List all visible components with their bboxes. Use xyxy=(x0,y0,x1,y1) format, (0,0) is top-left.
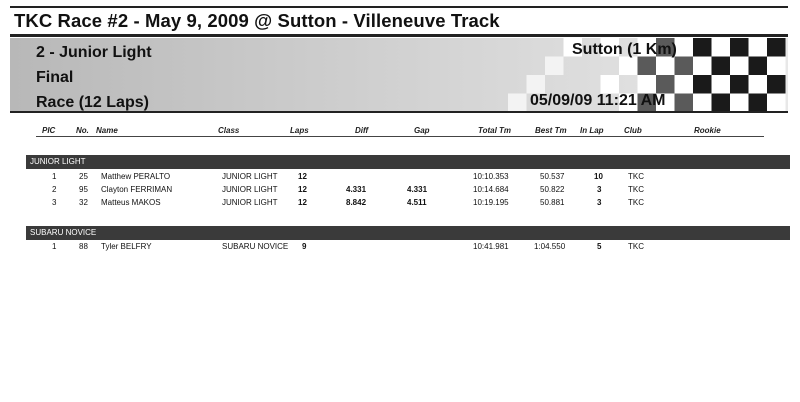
cell-no: 32 xyxy=(79,198,88,207)
header-datetime: 05/09/09 11:21 AM xyxy=(530,92,666,109)
cell-name: Clayton FERRIMAN xyxy=(101,185,173,194)
category-bar xyxy=(26,155,790,169)
checker-square xyxy=(675,75,694,94)
cell-pic: 3 xyxy=(52,198,57,207)
cell-class: JUNIOR LIGHT xyxy=(222,185,278,194)
cell-class: JUNIOR LIGHT xyxy=(222,198,278,207)
col-total-tm: Total Tm xyxy=(478,126,512,135)
checker-square xyxy=(730,38,749,57)
col-rookie: Rookie xyxy=(694,126,721,135)
header-class-line: 2 - Junior Light xyxy=(36,44,152,61)
checker-square xyxy=(749,75,768,94)
cell-in-lap: 3 xyxy=(597,185,602,194)
cell-laps: 12 xyxy=(298,185,307,194)
cell-total-tm: 10:10.353 xyxy=(473,172,509,181)
checker-square xyxy=(656,57,675,76)
checker-square xyxy=(712,75,731,94)
cell-pic: 2 xyxy=(52,185,57,194)
table-row xyxy=(0,197,800,210)
cell-best-tm: 1:04.550 xyxy=(534,242,566,251)
cell-total-tm: 10:14.684 xyxy=(473,185,509,194)
checker-square xyxy=(749,94,768,113)
cell-best-tm: 50.881 xyxy=(540,198,565,207)
checker-square xyxy=(527,75,546,94)
checker-square xyxy=(730,57,749,76)
col-name: Name xyxy=(96,126,118,135)
cell-name: Matteus MAKOS xyxy=(101,198,161,207)
cell-name: Tyler BELFRY xyxy=(101,242,152,251)
cell-best-tm: 50.822 xyxy=(540,185,565,194)
checker-square xyxy=(693,38,712,57)
cell-pic: 1 xyxy=(52,242,57,251)
checker-square xyxy=(601,75,620,94)
header-session: Final xyxy=(36,69,74,86)
category-label: JUNIOR LIGHT xyxy=(30,157,86,166)
col-no: No. xyxy=(76,126,89,135)
checker-square xyxy=(638,75,657,94)
header-track: Sutton (1 Km) xyxy=(572,41,677,58)
cell-pic: 1 xyxy=(52,172,57,181)
cell-laps: 12 xyxy=(298,172,307,181)
col-in-lap: In Lap xyxy=(580,126,604,135)
top-rule xyxy=(10,6,788,8)
cell-club: TKC xyxy=(628,198,644,207)
cell-diff: 4.331 xyxy=(346,185,367,194)
checker-square xyxy=(675,38,694,57)
category-bar xyxy=(26,226,790,240)
cell-club: TKC xyxy=(628,242,644,251)
cell-in-lap: 5 xyxy=(597,242,602,251)
col-pic: PIC xyxy=(42,126,56,135)
cell-class: JUNIOR LIGHT xyxy=(222,172,278,181)
cell-diff: 8.842 xyxy=(346,198,367,207)
checker-square xyxy=(767,94,786,113)
cell-laps: 9 xyxy=(302,242,307,251)
checker-square xyxy=(675,94,694,113)
checker-square xyxy=(712,38,731,57)
col-best-tm: Best Tm xyxy=(535,126,567,135)
checker-square xyxy=(656,75,675,94)
cell-total-tm: 10:19.195 xyxy=(473,198,509,207)
cell-best-tm: 50.537 xyxy=(540,172,565,181)
page-title: TKC Race #2 - May 9, 2009 @ Sutton - Villeneuve Track xyxy=(14,10,500,31)
cell-laps: 12 xyxy=(298,198,307,207)
column-header-rule xyxy=(36,136,764,137)
checker-square xyxy=(767,57,786,76)
category-label: SUBARU NOVICE xyxy=(30,228,97,237)
table-row xyxy=(0,171,800,184)
table-row xyxy=(0,184,800,197)
cell-no: 88 xyxy=(79,242,88,251)
checker-square xyxy=(730,75,749,94)
checker-square xyxy=(767,75,786,94)
cell-club: TKC xyxy=(628,172,644,181)
header-bottom-rule xyxy=(10,111,788,113)
checker-square xyxy=(712,57,731,76)
checker-square xyxy=(749,38,768,57)
cell-class: SUBARU NOVICE xyxy=(222,242,289,251)
checker-square xyxy=(508,94,527,113)
checker-square xyxy=(767,38,786,57)
checker-square xyxy=(749,57,768,76)
cell-no: 95 xyxy=(79,185,88,194)
col-club: Club xyxy=(624,126,642,135)
checker-square xyxy=(545,57,564,76)
title-rule xyxy=(10,34,788,37)
checker-square xyxy=(730,94,749,113)
checker-square xyxy=(619,57,638,76)
cell-no: 25 xyxy=(79,172,88,181)
checker-square xyxy=(638,57,657,76)
col-diff: Diff xyxy=(355,126,369,135)
col-gap: Gap xyxy=(414,126,430,135)
cell-name: Matthew PERALTO xyxy=(101,172,171,181)
col-laps: Laps xyxy=(290,126,309,135)
col-class: Class xyxy=(218,126,240,135)
cell-in-lap: 3 xyxy=(597,198,602,207)
checker-square xyxy=(693,57,712,76)
checker-square xyxy=(675,57,694,76)
checker-square xyxy=(712,94,731,113)
cell-gap: 4.511 xyxy=(407,198,427,207)
cell-gap: 4.331 xyxy=(407,185,428,194)
table-row xyxy=(0,241,800,254)
cell-in-lap: 10 xyxy=(594,172,603,181)
checker-square xyxy=(693,94,712,113)
checker-square xyxy=(693,75,712,94)
cell-club: TKC xyxy=(628,185,644,194)
cell-total-tm: 10:41.981 xyxy=(473,242,509,251)
header-race: Race (12 Laps) xyxy=(36,94,149,111)
